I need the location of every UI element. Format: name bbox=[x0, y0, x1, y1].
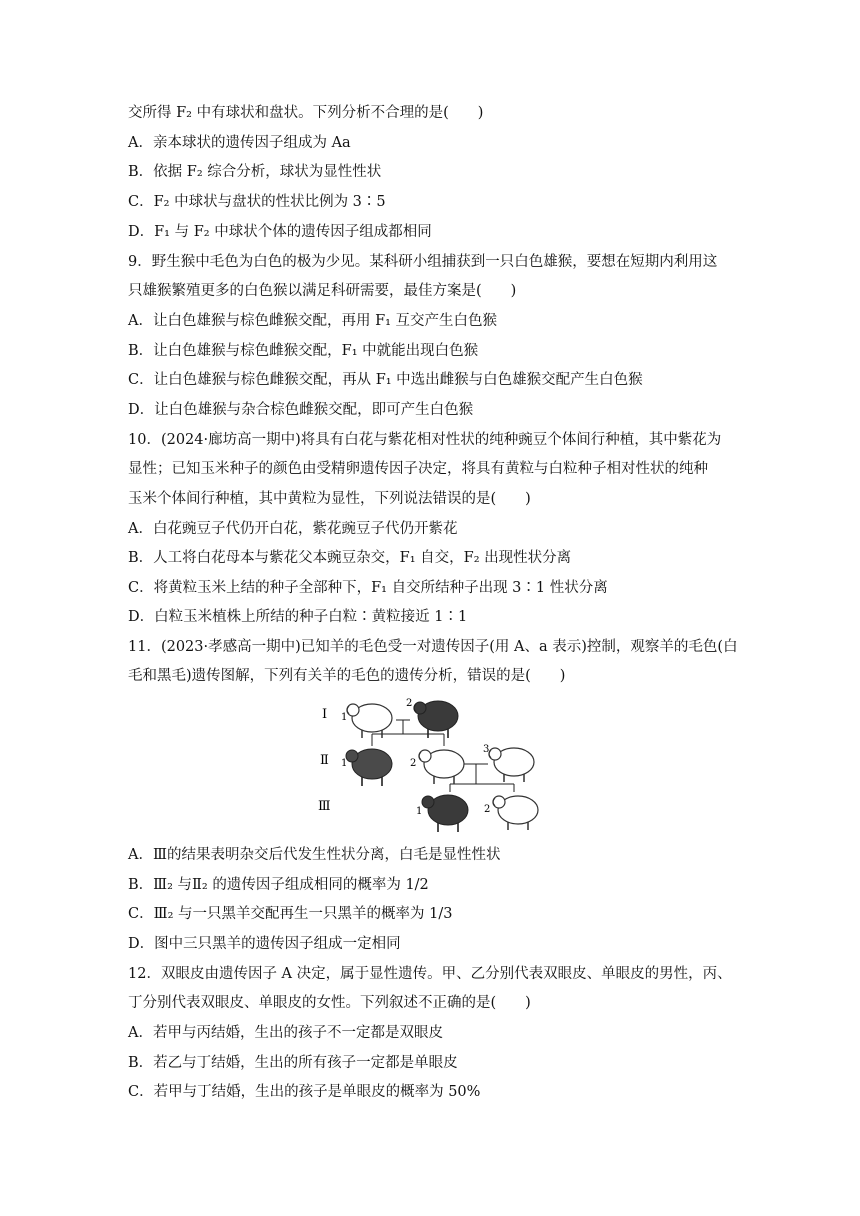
text-line: C．F₂ 中球状与盘状的性状比例为 3∶5 bbox=[128, 194, 386, 210]
text-line: 10．(2024·廊坊高一期中)将具有白花与紫花相对性状的纯种豌豆个体间行种植，其中紫花为 bbox=[128, 432, 722, 448]
sheep-white bbox=[347, 704, 392, 738]
text-line: 丁分别代表双眼皮、单眼皮的女性。下列叙述不正确的是( ) bbox=[128, 995, 531, 1011]
text-line: A．亲本球状的遗传因子组成为 Aa bbox=[128, 135, 351, 151]
individual-number: 1 bbox=[341, 712, 348, 723]
text-line: C．Ⅲ₂ 与一只黑羊交配再生一只黑羊的概率为 1/3 bbox=[128, 906, 453, 922]
text-line: D．F₁ 与 F₂ 中球状个体的遗传因子组成都相同 bbox=[128, 224, 432, 240]
generation-label: Ⅱ bbox=[320, 753, 329, 768]
individual-number: 1 bbox=[341, 758, 348, 769]
sheep-black bbox=[414, 701, 458, 738]
text-line: 毛和黑毛)遗传图解，下列有关羊的毛色的遗传分析，错误的是( ) bbox=[128, 668, 566, 684]
text-line: 11．(2023·孝感高一期中)已知羊的毛色受一对遗传因子(用 A、a 表示)控制，观察羊的毛色(白 bbox=[128, 639, 738, 655]
text-line: 玉米个体间行种植，其中黄粒为显性，下列说法错误的是( ) bbox=[128, 491, 531, 507]
text-line: A．让白色雄猴与棕色雌猴交配，再用 F₁ 互交产生白色猴 bbox=[128, 313, 498, 329]
text-line: B．若乙与丁结婚，生出的所有孩子一定都是单眼皮 bbox=[128, 1055, 458, 1071]
text-line: 显性；已知玉米种子的颜色由受精卵遗传因子决定，将具有黄粒与白粒种子相对性状的纯种 bbox=[128, 461, 708, 477]
sheep-white bbox=[493, 796, 538, 830]
individual-number: 3 bbox=[483, 744, 490, 755]
text-line: A．白花豌豆子代仍开白花，紫花豌豆子代仍开紫花 bbox=[128, 521, 458, 537]
sheep-black bbox=[346, 749, 392, 786]
text-line: B．让白色雄猴与棕色雌猴交配，F₁ 中就能出现白色猴 bbox=[128, 343, 479, 359]
pedigree-figure bbox=[300, 688, 550, 836]
generation-label: Ⅲ bbox=[318, 799, 331, 814]
individual-number: 2 bbox=[484, 804, 491, 815]
text-line: D．让白色雄猴与杂合棕色雌猴交配，即可产生白色猴 bbox=[128, 402, 474, 418]
sheep-black bbox=[422, 795, 468, 832]
text-line: 只雄猴繁殖更多的白色猴以满足科研需要，最佳方案是( ) bbox=[128, 283, 517, 299]
pedigree-diagram bbox=[300, 688, 550, 836]
sheep-white bbox=[419, 750, 464, 784]
individual-number: 2 bbox=[406, 698, 413, 709]
text-line: C．将黄粒玉米上结的种子全部种下，F₁ 自交所结种子出现 3∶1 性状分离 bbox=[128, 580, 608, 596]
text-line: D．图中三只黑羊的遗传因子组成一定相同 bbox=[128, 936, 401, 952]
text-line: B．依据 F₂ 综合分析，球状为显性性状 bbox=[128, 164, 382, 180]
sheep-white bbox=[489, 748, 534, 782]
text-line: 交所得 F₂ 中有球状和盘状。下列分析不合理的是( ) bbox=[128, 105, 484, 121]
text-line: A．若甲与丙结婚，生出的孩子不一定都是双眼皮 bbox=[128, 1025, 443, 1041]
text-line: B．Ⅲ₂ 与Ⅱ₂ 的遗传因子组成相同的概率为 1/2 bbox=[128, 877, 429, 893]
generation-label: Ⅰ bbox=[322, 707, 328, 722]
text-line: C．让白色雄猴与棕色雌猴交配，再从 F₁ 中选出雌猴与白色雄猴交配产生白色猴 bbox=[128, 372, 643, 388]
individual-number: 2 bbox=[410, 758, 417, 769]
text-line: B．人工将白花母本与紫花父本豌豆杂交，F₁ 自交，F₂ 出现性状分离 bbox=[128, 550, 572, 566]
text-line: A．Ⅲ的结果表明杂交后代发生性状分离，白毛是显性性状 bbox=[128, 847, 501, 863]
text-line: 12．双眼皮由遗传因子 A 决定，属于显性遗传。甲、乙分别代表双眼皮、单眼皮的男性，丙、 bbox=[128, 966, 732, 982]
text-line: C．若甲与丁结婚，生出的孩子是单眼皮的概率为 50% bbox=[128, 1084, 481, 1100]
text-line: 9．野生猴中毛色为白色的极为少见。某科研小组捕获到一只白色雄猴，要想在短期内利用这 bbox=[128, 254, 718, 270]
text-line: D．白粒玉米植株上所结的种子白粒∶黄粒接近 1∶1 bbox=[128, 609, 468, 625]
individual-number: 1 bbox=[416, 806, 423, 817]
